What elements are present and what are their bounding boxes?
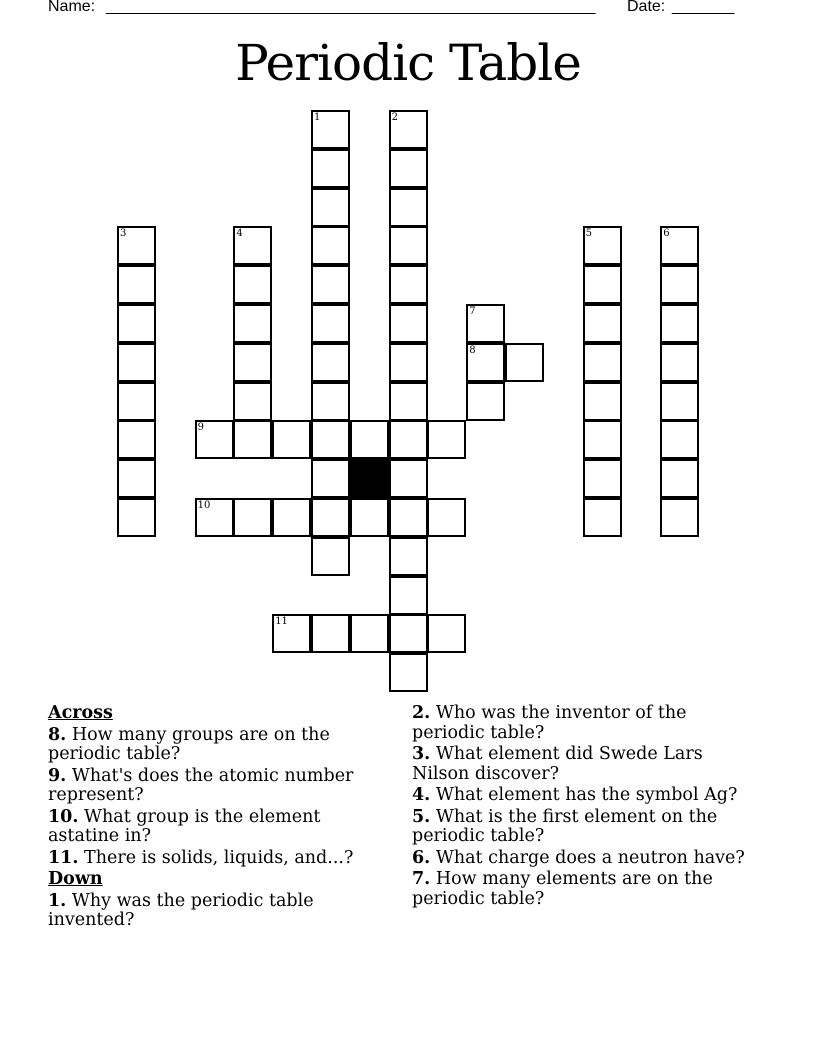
clue-number-label: 4 [236, 228, 243, 240]
grid-cell[interactable] [272, 614, 311, 653]
clue-number-label: 1 [314, 112, 321, 123]
grid-cell[interactable] [311, 343, 350, 382]
grid-cell[interactable] [311, 265, 350, 304]
clue-down-4 [412, 786, 762, 806]
grid-cell[interactable] [660, 226, 699, 265]
grid-cell[interactable] [272, 498, 311, 537]
grid-cell[interactable] [427, 614, 466, 653]
grid-cell[interactable] [233, 304, 272, 343]
name-label: Name: [48, 0, 96, 15]
grid-cell[interactable] [311, 537, 350, 576]
grid-cell[interactable] [583, 420, 622, 459]
grid-cell[interactable] [311, 110, 350, 149]
clue-text: There is solids, liquids, and...? [84, 847, 354, 868]
clue-number-label: 5 [585, 228, 592, 240]
clue-number: 5. [412, 806, 431, 827]
grid-cell[interactable] [311, 498, 350, 537]
grid-cell[interactable] [583, 304, 622, 343]
grid-cell[interactable] [233, 226, 272, 265]
clue-number-label: 6 [663, 228, 670, 240]
grid-cell[interactable] [195, 420, 234, 459]
down-heading: Down [48, 869, 103, 889]
grid-cell[interactable] [233, 343, 272, 382]
grid-cell[interactable] [466, 304, 505, 343]
clue-number-label: 8 [469, 344, 476, 356]
grid-cell[interactable] [350, 420, 389, 459]
grid-cell[interactable] [117, 265, 156, 304]
grid-cell[interactable] [311, 188, 350, 227]
grid-cell[interactable] [389, 653, 428, 692]
clues-left-column [48, 702, 378, 931]
clue-down-2 [412, 704, 762, 743]
grid-cell[interactable] [117, 382, 156, 421]
grid-cell[interactable] [233, 382, 272, 421]
clue-text: What's does the atomic number represent? [48, 765, 354, 805]
clue-number: 8. [48, 724, 67, 745]
clue-number: 2. [412, 703, 431, 723]
clue-across-11 [48, 849, 378, 869]
grid-cell[interactable] [311, 382, 350, 421]
grid-cell[interactable] [389, 382, 428, 421]
date-field[interactable]: _______ [672, 0, 735, 15]
name-field[interactable]: _______________________________________________________ [106, 0, 596, 15]
grid-cell[interactable] [660, 498, 699, 537]
grid-cell[interactable] [117, 226, 156, 265]
grid-cell[interactable] [117, 420, 156, 459]
clue-text: What element has the symbol Ag? [435, 785, 738, 805]
grid-cell[interactable] [660, 382, 699, 421]
grid-cell[interactable] [583, 265, 622, 304]
clue-text: What charge does a neutron have? [435, 847, 745, 868]
clue-down-6 [412, 849, 762, 869]
clue-down-3 [412, 745, 762, 784]
grid-cell[interactable] [427, 420, 466, 459]
grid-cell[interactable] [389, 110, 428, 149]
clue-number-label: 9 [197, 422, 204, 434]
clue-number: 3. [412, 744, 431, 764]
clue-text: What group is the element astatine in? [48, 806, 321, 846]
clue-down-7 [412, 870, 762, 909]
clue-number-label: 3 [120, 228, 127, 240]
grid-cell[interactable] [350, 498, 389, 537]
clue-text: Who was the inventor of the periodic table? [412, 703, 687, 743]
clue-number: 4. [412, 785, 431, 805]
clue-down-5 [412, 808, 762, 847]
grid-cell[interactable] [350, 614, 389, 653]
grid-cell[interactable] [117, 498, 156, 537]
grid-cell[interactable] [660, 304, 699, 343]
grid-cell[interactable] [389, 304, 428, 343]
clue-across-9 [48, 767, 378, 806]
clue-number: 11. [48, 847, 79, 868]
across-heading: Across [48, 703, 113, 723]
grid-cell[interactable] [389, 265, 428, 304]
grid-cell[interactable] [272, 420, 311, 459]
grid-cell[interactable] [660, 420, 699, 459]
grid-cell[interactable] [233, 265, 272, 304]
grid-cell[interactable] [389, 614, 428, 653]
clue-number: 9. [48, 765, 67, 786]
clue-text: How many elements are on the periodic table? [412, 869, 713, 909]
clue-number-label: 2 [391, 112, 398, 123]
grid-cell[interactable] [389, 576, 428, 615]
grid-cell[interactable] [389, 498, 428, 537]
clue-number: 6. [412, 847, 431, 868]
grid-cell[interactable] [311, 226, 350, 265]
clue-text: How many groups are on the periodic table? [48, 724, 330, 764]
clue-across-10 [48, 808, 378, 847]
clue-text: What element did Swede Lars Nilson discover? [412, 744, 703, 784]
grid-cell[interactable] [660, 265, 699, 304]
grid-cell[interactable] [466, 382, 505, 421]
page-title: Periodic Table [235, 34, 581, 92]
grid-cell[interactable] [389, 343, 428, 382]
grid-cell[interactable] [311, 304, 350, 343]
grid-cell[interactable] [389, 149, 428, 188]
clue-across-8 [48, 726, 378, 765]
grid-cell[interactable] [583, 498, 622, 537]
grid-cell[interactable] [311, 614, 350, 653]
clue-number-label: 11 [275, 616, 288, 628]
date-label: Date: [627, 0, 666, 15]
clue-number: 7. [412, 869, 431, 889]
grid-cell[interactable] [660, 343, 699, 382]
grid-cell[interactable] [583, 382, 622, 421]
grid-cell[interactable] [583, 226, 622, 265]
grid-cell[interactable] [583, 343, 622, 382]
grid-cell[interactable] [389, 188, 428, 227]
grid-cell[interactable] [311, 149, 350, 188]
grid-cell[interactable] [233, 498, 272, 537]
clue-number-label: 7 [469, 306, 476, 317]
grid-cell[interactable] [117, 459, 156, 498]
clue-down-1 [48, 892, 378, 931]
clue-number: 1. [48, 890, 67, 911]
grid-cell[interactable] [311, 459, 350, 498]
clue-number: 10. [48, 806, 79, 827]
grid-cell[interactable] [389, 420, 428, 459]
grid-cell[interactable] [427, 498, 466, 537]
grid-cell[interactable] [195, 498, 234, 537]
clue-text: What is the first element on the periodic table? [412, 806, 718, 846]
grid-cell[interactable] [117, 343, 156, 382]
grid-cell[interactable] [389, 537, 428, 576]
grid-cell[interactable] [660, 459, 699, 498]
grid-cell[interactable] [466, 343, 505, 382]
grid-cell[interactable] [389, 226, 428, 265]
clue-number-label: 10 [197, 500, 211, 511]
clue-text: Why was the periodic table invented? [48, 890, 314, 930]
black-square [350, 459, 389, 498]
grid-cell[interactable] [583, 459, 622, 498]
grid-cell[interactable] [117, 304, 156, 343]
grid-cell[interactable] [389, 459, 428, 498]
grid-cell[interactable] [505, 343, 544, 382]
clues-right-column [412, 702, 762, 909]
grid-cell[interactable] [311, 420, 350, 459]
grid-cell[interactable] [233, 420, 272, 459]
